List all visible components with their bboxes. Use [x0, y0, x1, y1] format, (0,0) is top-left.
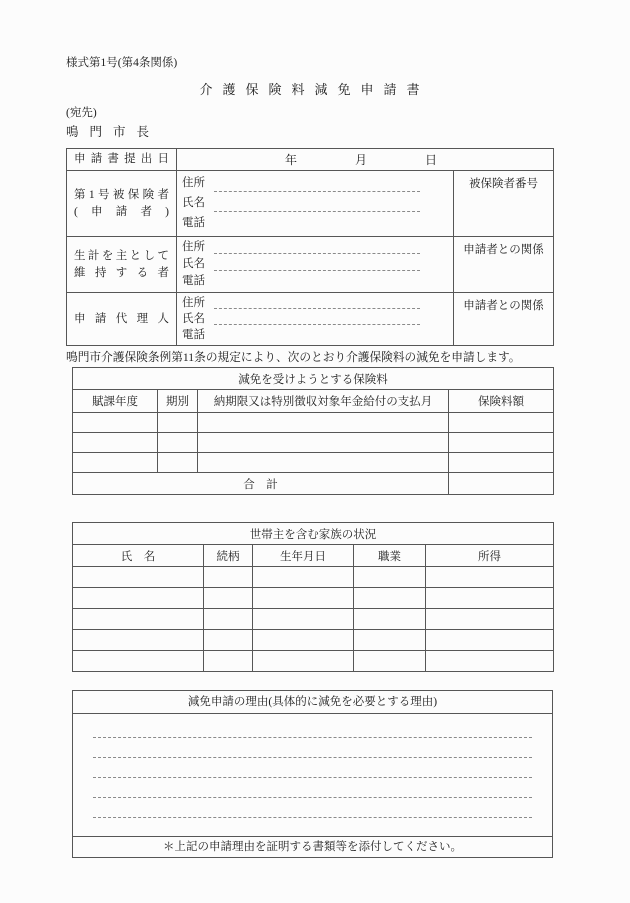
- reason-writing-line: [93, 778, 532, 798]
- proxy-label: 申請代理人: [74, 312, 169, 325]
- family-col-birthdate: 生年月日: [253, 545, 354, 567]
- reason-writing-line: [93, 738, 532, 758]
- family-empty-cell: [354, 567, 426, 588]
- name-label: 氏名: [182, 312, 205, 325]
- premium-col-amount: 保険料額: [449, 390, 554, 413]
- family-empty-row: [73, 588, 554, 609]
- family-empty-cell: [73, 609, 204, 630]
- address-label: 住所: [182, 296, 205, 309]
- address-writing-line: [214, 253, 420, 254]
- family-empty-row: [73, 567, 554, 588]
- phone-label: 電話: [182, 328, 205, 341]
- family-empty-cell: [73, 588, 204, 609]
- family-empty-cell: [204, 588, 253, 609]
- address-writing-line: [214, 191, 420, 192]
- name-label: 氏名: [182, 197, 205, 209]
- family-empty-cell: [253, 588, 354, 609]
- premium-col-due-date: 納期限又は特別徴収対象年金給付の支払月: [198, 390, 449, 413]
- family-table-title-row: [73, 523, 554, 545]
- name-writing-line: [214, 324, 420, 325]
- family-empty-cell: [426, 651, 554, 672]
- address-row: [182, 174, 447, 194]
- family-empty-cell: [253, 630, 354, 651]
- phone-row: [182, 214, 447, 234]
- premium-empty-cell: [449, 453, 554, 473]
- family-table-title: 世帯主を含む家族の状況: [73, 523, 554, 545]
- declaration-text: 鳴門市介護保険条例第11条の規定により、次のとおり介護保険料の減免を申請します。: [66, 351, 521, 364]
- insured-person-row: [67, 171, 554, 237]
- family-empty-cell: [354, 609, 426, 630]
- family-table-header-row: [73, 545, 554, 567]
- address-label: 住所: [182, 241, 205, 253]
- attachment-note: ＊上記の申請理由を証明する書類等を添付してください。: [73, 836, 552, 857]
- supporter-contact-cell: [177, 237, 454, 293]
- reason-box-title: 減免申請の理由(具体的に減免を必要とする理由): [73, 691, 552, 714]
- phone-label: 電話: [182, 217, 205, 229]
- address-row: [182, 239, 447, 256]
- premium-empty-cell: [198, 433, 449, 453]
- premium-empty-cell: [158, 413, 198, 433]
- supporter-label-cell: [67, 237, 177, 293]
- family-col-relationship: 続柄: [204, 545, 253, 567]
- reason-writing-line: [93, 798, 532, 818]
- phone-label: 電話: [182, 275, 205, 287]
- family-table: [72, 522, 554, 672]
- family-empty-row: [73, 630, 554, 651]
- family-empty-cell: [253, 651, 354, 672]
- addressee-name: 鳴門市長: [66, 125, 161, 139]
- family-empty-cell: [354, 651, 426, 672]
- insured-person-label-cell: [67, 171, 177, 237]
- premium-empty-row: [73, 433, 554, 453]
- family-empty-cell: [354, 588, 426, 609]
- applicant-table: [66, 148, 554, 346]
- submission-date-value-cell: [177, 149, 554, 171]
- reason-writing-line: [93, 758, 532, 778]
- family-empty-row: [73, 609, 554, 630]
- family-empty-cell: [426, 567, 554, 588]
- name-label: 氏名: [182, 258, 205, 270]
- premium-empty-row: [73, 453, 554, 473]
- address-writing-line: [214, 308, 420, 309]
- reason-writing-line: [93, 718, 532, 738]
- phone-row: [182, 273, 447, 290]
- name-row: [182, 311, 447, 327]
- premium-empty-cell: [158, 433, 198, 453]
- family-empty-cell: [253, 609, 354, 630]
- premium-table: [72, 367, 554, 495]
- premium-empty-cell: [73, 413, 158, 433]
- date-day-label: 日: [425, 153, 438, 167]
- date-month-label: 月: [355, 153, 368, 167]
- family-empty-cell: [73, 567, 204, 588]
- family-col-occupation: 職業: [354, 545, 426, 567]
- family-empty-cell: [253, 567, 354, 588]
- proxy-label-cell: [67, 293, 177, 346]
- insured-person-label-line1: 第1号被保険者: [74, 188, 169, 201]
- reason-box: [72, 690, 553, 858]
- proxy-relation-label-cell: 申請者との関係: [454, 293, 554, 346]
- family-empty-row: [73, 651, 554, 672]
- family-empty-cell: [73, 651, 204, 672]
- submission-date-row: [67, 149, 554, 171]
- family-empty-cell: [354, 630, 426, 651]
- name-row: [182, 256, 447, 273]
- family-empty-cell: [204, 567, 253, 588]
- premium-empty-cell: [449, 413, 554, 433]
- supporter-row: [67, 237, 554, 293]
- name-writing-line: [214, 211, 420, 212]
- premium-total-label: 合 計: [73, 473, 449, 495]
- family-empty-cell: [204, 609, 253, 630]
- premium-table-title: 減免を受けようとする保険料: [73, 368, 554, 390]
- proxy-row: [67, 293, 554, 346]
- premium-total-row: [73, 473, 554, 495]
- address-label: 住所: [182, 177, 205, 189]
- supporter-label-line2: 維持する者: [74, 266, 169, 279]
- premium-col-fiscal-year: 賦課年度: [73, 390, 158, 413]
- premium-col-term: 期別: [158, 390, 198, 413]
- premium-empty-cell: [198, 413, 449, 433]
- form-content: [66, 56, 553, 858]
- family-empty-cell: [426, 609, 554, 630]
- reason-box-body: [73, 714, 552, 836]
- supporter-relation-label-cell: 申請者との関係: [454, 237, 554, 293]
- insured-person-label-line2: (申請者): [74, 205, 169, 218]
- family-empty-cell: [426, 588, 554, 609]
- insured-person-contact-cell: [177, 171, 454, 237]
- family-col-name: 氏 名: [73, 545, 204, 567]
- family-empty-cell: [204, 630, 253, 651]
- family-col-income: 所得: [426, 545, 554, 567]
- premium-table-header-row: [73, 390, 554, 413]
- premium-empty-cell: [198, 453, 449, 473]
- premium-table-title-row: [73, 368, 554, 390]
- name-row: [182, 194, 447, 214]
- premium-empty-cell: [73, 453, 158, 473]
- proxy-contact-cell: [177, 293, 454, 346]
- premium-total-value-cell: [449, 473, 554, 495]
- supporter-label-line1: 生計を主として: [74, 249, 169, 262]
- phone-row: [182, 327, 447, 343]
- submission-date-label-cell: [67, 149, 177, 171]
- address-row: [182, 295, 447, 311]
- premium-empty-row: [73, 413, 554, 433]
- premium-empty-cell: [158, 453, 198, 473]
- family-empty-cell: [73, 630, 204, 651]
- name-writing-line: [214, 270, 420, 271]
- premium-empty-cell: [73, 433, 158, 453]
- submission-date-label: 申請書提出日: [74, 153, 169, 165]
- family-empty-cell: [204, 651, 253, 672]
- date-year-label: 年: [285, 153, 298, 167]
- premium-empty-cell: [449, 433, 554, 453]
- family-empty-cell: [426, 630, 554, 651]
- form-number: 様式第1号(第4条関係): [66, 57, 178, 69]
- form-title: 介護保険料減免申請書: [199, 82, 430, 97]
- insured-number-label-cell: 被保険者番号: [454, 171, 554, 237]
- addressee-label: (宛先): [66, 107, 97, 119]
